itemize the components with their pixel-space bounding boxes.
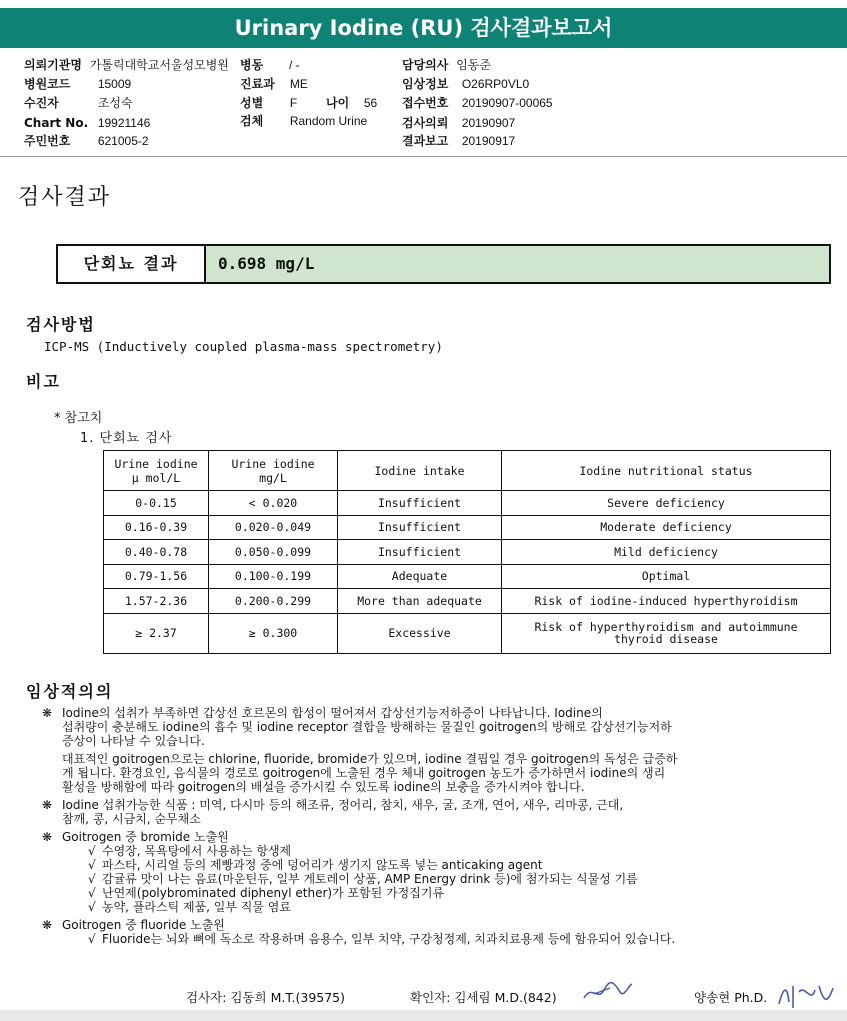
request-value: 20190907 — [461, 116, 516, 130]
check-icon: √ — [88, 900, 96, 914]
director-signature-icon — [775, 978, 837, 1012]
age-label: 나이 — [326, 96, 350, 110]
report-date-value: 20190917 — [461, 134, 516, 148]
text-line: 대표적인 goitrogen으로는 chlorine, fluoride, bromide가 있으며, iodine 결핍일 경우 goitrogen의 독성은 급증하 — [62, 752, 678, 766]
table-cell: 0.020-0.049 — [209, 515, 338, 540]
table-cell: Severe deficiency — [502, 491, 831, 516]
tester-name: 검사자: 김동희 M.T.(39575) — [186, 990, 346, 1005]
clinical-info-row — [402, 75, 529, 93]
result-box — [56, 244, 831, 284]
table-row — [104, 515, 831, 540]
method-heading: 검사방법 — [26, 315, 96, 334]
table-cell: Moderate deficiency — [502, 515, 831, 540]
bullet-mark-icon: ❋ — [42, 918, 53, 932]
ward-value: / - — [289, 58, 300, 72]
table-cell: Risk of hyperthyroidism and autoimmune thyroid disease — [502, 613, 831, 653]
reference-title: * 참고치 — [54, 411, 103, 426]
check-icon: √ — [88, 932, 96, 946]
col-mgl: Urine iodine mg/L — [209, 451, 338, 491]
specimen-row — [240, 112, 367, 130]
doctor-row — [402, 56, 491, 74]
text-line: Iodine의 섭취가 부족하면 갑상선 호르몬의 합성이 떨어져서 갑상선기능저하증이 나타납니다. Iodine의 — [62, 706, 603, 720]
list-item: √ 난연제(polybrominated diphenyl ether)가 포함된 가정집기류 — [88, 886, 445, 900]
reference-subtitle: 1. 단회뇨 검사 — [80, 431, 173, 446]
check-icon: √ — [88, 872, 96, 886]
result-label: 단회뇨 결과 — [58, 246, 206, 282]
resident-value: 621005-2 — [97, 134, 149, 148]
table-cell: Optimal — [502, 564, 831, 589]
table-cell: Insufficient — [338, 515, 502, 540]
receipt-label: 접수번호 — [402, 96, 449, 110]
table-cell: 0.200-0.299 — [209, 589, 338, 614]
text-line: 참깨, 콩, 시금치, 순무채소 — [62, 812, 201, 826]
reference-table — [103, 450, 831, 654]
dept-label: 진료과 — [240, 77, 275, 91]
bullet-mark-icon: ❋ — [42, 706, 53, 720]
text-line: 증상이 나타날 수 있습니다. — [62, 734, 205, 748]
institution-label: 의뢰기관명 — [24, 58, 82, 72]
col-status: Iodine nutritional status — [502, 451, 831, 491]
chart-row — [24, 114, 150, 132]
table-cell: 0.050-0.099 — [209, 540, 338, 565]
specimen-label: 검체 — [240, 114, 264, 128]
chart-label: Chart No. — [24, 116, 89, 130]
signature-footer — [0, 988, 847, 1008]
text-line: 섭취량이 충분해도 iodine의 흡수 및 iodine receptor 결합을 방해하는 물질인 goitrogen의 방해로 갑상선기능저하 — [62, 720, 672, 734]
table-cell: 0.100-0.199 — [209, 564, 338, 589]
examinee-value: 조성숙 — [97, 96, 133, 110]
check-icon: √ — [88, 858, 96, 872]
clinical-significance-heading: 임상적의의 — [26, 682, 114, 701]
text-line: Goitrogen 중 fluoride 노출원 — [62, 918, 225, 932]
dept-row — [240, 75, 308, 93]
info-divider — [0, 156, 847, 157]
text-line: Goitrogen 중 bromide 노출원 — [62, 830, 229, 844]
bullet-iodine-deficiency — [42, 706, 832, 794]
table-row — [104, 491, 831, 516]
list-item: √ 파스타, 시리얼 등의 제빵과정 중에 덩어리가 생기지 않도록 넣는 anticaking agent — [88, 858, 543, 872]
table-cell: Risk of iodine-induced hyperthyroidism — [502, 589, 831, 614]
resident-row — [24, 132, 149, 150]
bullet-iodine-foods — [42, 798, 832, 826]
examinee-label: 수진자 — [24, 96, 59, 110]
hospital-code-row — [24, 75, 131, 93]
title-bar-top-margin — [0, 0, 847, 8]
table-row — [104, 564, 831, 589]
bullet-mark-icon: ❋ — [42, 798, 53, 812]
list-item: √ 농약, 플라스틱 제품, 일부 직물 염료 — [88, 900, 291, 914]
sex-row — [240, 94, 297, 112]
dept-value: ME — [289, 77, 308, 91]
list-item: √ Fluoride는 뇌와 뼈에 독소로 작용하며 음용수, 일부 치약, 구강청정제, 치과치료용제 등에 함유되어 있습니다. — [88, 932, 676, 946]
bullet-fluoride-sources — [42, 918, 832, 946]
bullet-mark-icon: ❋ — [42, 830, 53, 844]
table-cell: More than adequate — [338, 589, 502, 614]
doctor-value: 임동준 — [456, 58, 491, 72]
check-icon: √ — [88, 844, 96, 858]
table-cell: Adequate — [338, 564, 502, 589]
table-cell: ≥ 0.300 — [209, 613, 338, 653]
text-line: 게 됩니다. 환경요인, 음식물의 경로로 goitrogen에 노출된 경우 체내 goitrogen 농도가 증가하면서 iodine의 생리 — [62, 766, 666, 780]
ward-label: 병동 — [240, 58, 264, 72]
sex-label: 성별 — [240, 96, 264, 110]
reference-table-header — [104, 451, 831, 491]
clinical-info-label: 임상정보 — [402, 77, 449, 91]
table-cell: < 0.020 — [209, 491, 338, 516]
resident-label: 주민번호 — [24, 134, 71, 148]
institution-value: 가톨릭대학교서울성모병원 — [89, 58, 229, 72]
table-cell: 0.79-1.56 — [104, 564, 209, 589]
request-row — [402, 114, 515, 132]
confirmer-name: 확인자: 김세림 M.D.(842) — [410, 990, 557, 1005]
hospital-code-value: 15009 — [97, 77, 132, 91]
col-intake: Iodine intake — [338, 451, 502, 491]
examinee-row — [24, 94, 133, 112]
receipt-value: 20190907-00065 — [461, 96, 553, 110]
list-item: √ 감귤류 맛이 나는 음료(마운틴듀, 일부 게토레이 상품, AMP Energy drink 등)에 첨가되는 식물성 기름 — [88, 872, 638, 886]
method-text: ICP-MS (Inductively coupled plasma-mass spectrometry) — [44, 339, 443, 354]
clinical-info-value: O26RP0VL0 — [461, 77, 530, 91]
confirmer-signature-icon — [580, 976, 636, 1006]
table-cell: 0.40-0.78 — [104, 540, 209, 565]
text-line: Iodine 섭취가능한 식품 : 미역, 다시마 등의 해조류, 정어리, 참치, 새우, 굴, 조개, 연어, 새우, 리마콩, 근대, — [62, 798, 624, 812]
table-row — [104, 540, 831, 565]
table-cell: 0.16-0.39 — [104, 515, 209, 540]
table-cell: Insufficient — [338, 491, 502, 516]
report-title: Urinary Iodine (RU) 검사결과보고서 — [234, 16, 613, 40]
bullet-bromide-sources — [42, 830, 832, 914]
col-umol: Urine iodine μ mol/L — [104, 451, 209, 491]
specimen-value: Random Urine — [289, 114, 368, 128]
table-row — [104, 613, 831, 653]
institution-row — [24, 56, 229, 74]
remarks-heading: 비고 — [26, 372, 61, 391]
request-label: 검사의뢰 — [402, 116, 449, 130]
chart-value: 19921146 — [97, 116, 151, 130]
result-value: 0.698 mg/L — [206, 246, 829, 282]
patient-info — [0, 54, 847, 150]
results-section-title: 검사결과 — [18, 185, 112, 210]
table-cell: 1.57-2.36 — [104, 589, 209, 614]
table-cell: Insufficient — [338, 540, 502, 565]
clinical-significance-body — [42, 706, 832, 950]
sex-value: F — [289, 96, 298, 110]
doctor-label: 담당의사 — [402, 58, 449, 72]
age-value: 56 — [363, 96, 378, 110]
table-cell: 0-0.15 — [104, 491, 209, 516]
director-name: 양송현 Ph.D. — [694, 990, 768, 1005]
table-row — [104, 589, 831, 614]
bottom-strip — [0, 1010, 847, 1021]
check-icon: √ — [88, 886, 96, 900]
table-cell: Excessive — [338, 613, 502, 653]
text-line: 활성을 방해함에 따라 goitrogen의 배설을 증가시킬 수 있도록 iodine의 보충을 증가시켜야 합니다. — [62, 780, 585, 794]
receipt-row — [402, 94, 553, 112]
hospital-code-label: 병원코드 — [24, 77, 71, 91]
list-item: √ 수영장, 목욕탕에서 사용하는 항생제 — [88, 844, 292, 858]
report-date-label: 결과보고 — [402, 134, 449, 148]
age-row — [326, 94, 377, 112]
table-cell: ≥ 2.37 — [104, 613, 209, 653]
report-date-row — [402, 132, 515, 150]
ward-row — [240, 56, 300, 74]
table-cell: Mild deficiency — [502, 540, 831, 565]
